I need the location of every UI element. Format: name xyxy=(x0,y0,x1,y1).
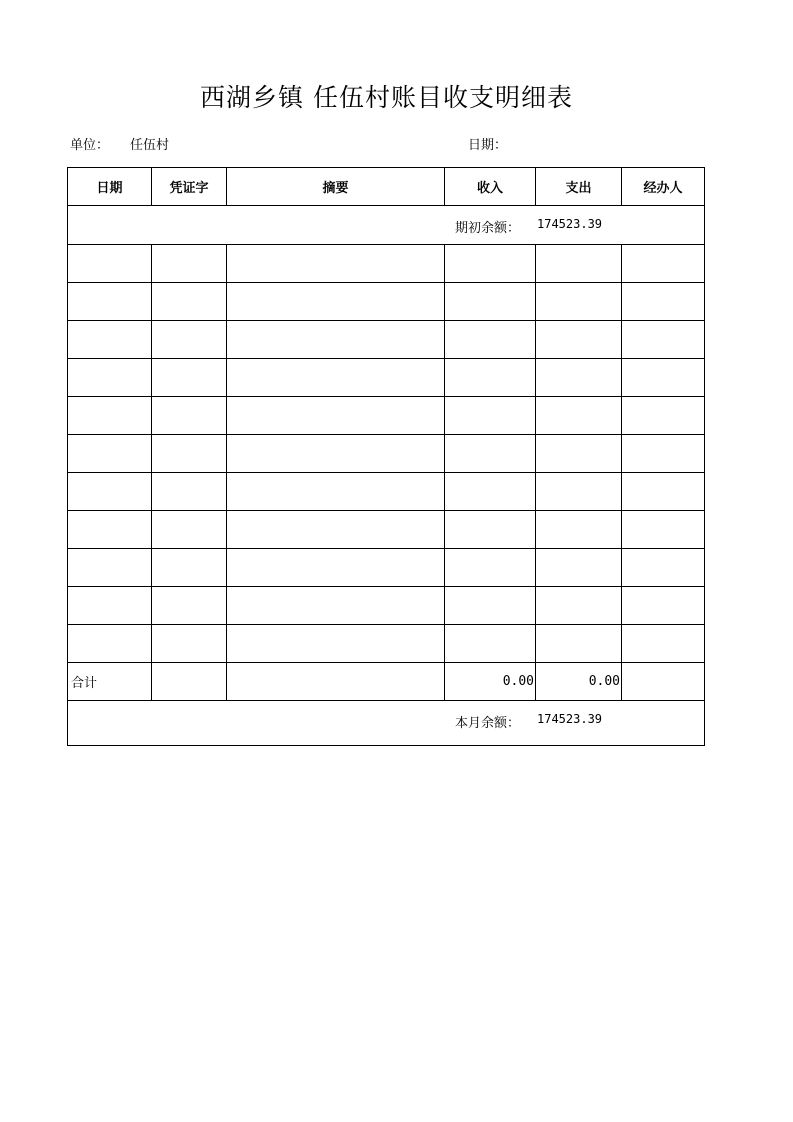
table-cell[interactable] xyxy=(445,625,536,663)
table-cell[interactable] xyxy=(622,473,705,511)
table-cell[interactable] xyxy=(152,321,227,359)
table-cell[interactable] xyxy=(622,625,705,663)
opening-balance-value: 174523.39 xyxy=(537,217,603,231)
table-cell[interactable] xyxy=(227,283,445,321)
table-cell[interactable] xyxy=(445,587,536,625)
closing-balance-cell xyxy=(68,701,705,746)
table-cell[interactable] xyxy=(68,473,152,511)
table-cell[interactable] xyxy=(445,435,536,473)
table-row xyxy=(68,359,705,397)
table-row xyxy=(68,321,705,359)
header-voucher: 凭证字 xyxy=(152,168,227,206)
opening-balance-cell xyxy=(68,206,705,245)
table-cell[interactable] xyxy=(227,359,445,397)
table-cell[interactable] xyxy=(152,435,227,473)
table-cell[interactable] xyxy=(536,473,622,511)
table-cell[interactable] xyxy=(152,283,227,321)
table-row xyxy=(68,511,705,549)
table-cell[interactable] xyxy=(227,511,445,549)
table-cell[interactable] xyxy=(622,359,705,397)
table-cell[interactable] xyxy=(68,321,152,359)
table-cell xyxy=(152,663,227,701)
table-row xyxy=(68,435,705,473)
header-expense: 支出 xyxy=(536,168,622,206)
page-title: 西湖乡镇 任伍村账目收支明细表 xyxy=(200,83,573,112)
table-cell[interactable] xyxy=(152,587,227,625)
table-cell[interactable] xyxy=(622,245,705,283)
total-expense: 0.00 xyxy=(536,663,622,701)
table-cell[interactable] xyxy=(445,397,536,435)
table-row xyxy=(68,587,705,625)
table-row xyxy=(68,549,705,587)
table-cell[interactable] xyxy=(622,435,705,473)
table-cell[interactable] xyxy=(227,321,445,359)
table-cell[interactable] xyxy=(622,587,705,625)
table-cell[interactable] xyxy=(152,359,227,397)
table-cell[interactable] xyxy=(152,625,227,663)
unit-value: 任伍村 xyxy=(130,138,170,153)
table-cell xyxy=(227,663,445,701)
table-cell[interactable] xyxy=(68,435,152,473)
table-cell[interactable] xyxy=(622,283,705,321)
table-cell[interactable] xyxy=(536,359,622,397)
table-cell[interactable] xyxy=(445,359,536,397)
table-cell[interactable] xyxy=(227,549,445,587)
table-cell[interactable] xyxy=(68,511,152,549)
table-cell[interactable] xyxy=(536,321,622,359)
table-row xyxy=(68,283,705,321)
table-cell[interactable] xyxy=(227,397,445,435)
table-cell[interactable] xyxy=(227,587,445,625)
table-cell[interactable] xyxy=(536,511,622,549)
table-cell[interactable] xyxy=(622,321,705,359)
table-cell[interactable] xyxy=(227,435,445,473)
table-cell[interactable] xyxy=(622,511,705,549)
table-cell[interactable] xyxy=(152,549,227,587)
table-cell[interactable] xyxy=(227,245,445,283)
table-cell[interactable] xyxy=(68,283,152,321)
table-cell[interactable] xyxy=(536,435,622,473)
table-row xyxy=(68,397,705,435)
table-row xyxy=(68,245,705,283)
header-date: 日期 xyxy=(68,168,152,206)
table-cell[interactable] xyxy=(536,283,622,321)
table-cell[interactable] xyxy=(536,625,622,663)
total-row xyxy=(68,663,705,701)
table-cell[interactable] xyxy=(622,549,705,587)
table-cell[interactable] xyxy=(536,549,622,587)
ledger-table xyxy=(67,167,705,746)
table-cell[interactable] xyxy=(152,473,227,511)
header-income: 收入 xyxy=(445,168,536,206)
closing-balance-row xyxy=(68,701,705,746)
table-cell[interactable] xyxy=(536,587,622,625)
closing-balance-value: 174523.39 xyxy=(537,712,603,726)
total-income: 0.00 xyxy=(445,663,536,701)
total-label: 合计 xyxy=(68,663,152,701)
header-row xyxy=(68,168,705,206)
header-summary: 摘要 xyxy=(227,168,445,206)
table-cell[interactable] xyxy=(227,625,445,663)
table-cell[interactable] xyxy=(445,511,536,549)
opening-balance-row xyxy=(68,206,705,245)
table-cell[interactable] xyxy=(227,473,445,511)
table-row xyxy=(68,473,705,511)
date-label: 日期： xyxy=(468,138,508,153)
table-cell[interactable] xyxy=(68,245,152,283)
table-cell[interactable] xyxy=(622,397,705,435)
opening-balance-label: 期初余额： xyxy=(455,221,521,236)
table-cell[interactable] xyxy=(68,625,152,663)
table-cell[interactable] xyxy=(68,397,152,435)
table-cell[interactable] xyxy=(445,245,536,283)
table-cell[interactable] xyxy=(152,511,227,549)
table-cell[interactable] xyxy=(536,245,622,283)
closing-balance-label: 本月余额： xyxy=(455,716,521,731)
unit-label: 单位： xyxy=(70,138,110,153)
table-cell[interactable] xyxy=(445,473,536,511)
table-cell xyxy=(622,663,705,701)
table-cell[interactable] xyxy=(68,359,152,397)
table-cell[interactable] xyxy=(152,397,227,435)
table-cell[interactable] xyxy=(152,245,227,283)
table-cell[interactable] xyxy=(445,283,536,321)
table-row xyxy=(68,625,705,663)
table-cell[interactable] xyxy=(68,587,152,625)
header-handler: 经办人 xyxy=(622,168,705,206)
table-cell[interactable] xyxy=(68,549,152,587)
table-cell[interactable] xyxy=(536,397,622,435)
table-cell[interactable] xyxy=(445,321,536,359)
table-cell[interactable] xyxy=(445,549,536,587)
